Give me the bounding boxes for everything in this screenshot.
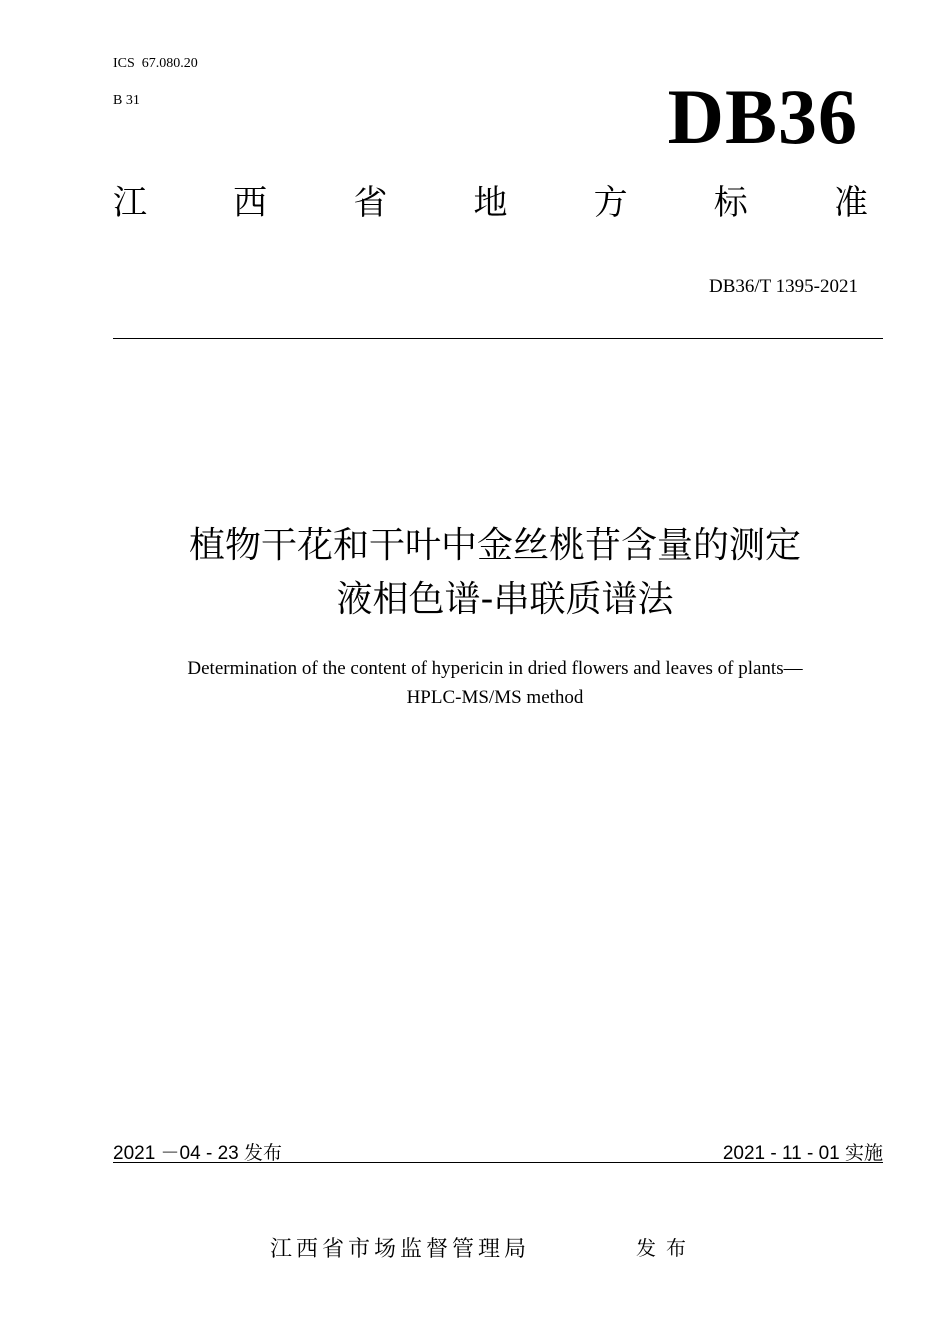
implementation-date: 2021 - 11 - 01 实施 — [722, 1143, 883, 1164]
issue-action-label: 发布 — [636, 1236, 696, 1260]
title-chinese-line-2: 液相色谱-串联质谱法 — [336, 579, 674, 620]
standard-logo: DB36 — [667, 73, 858, 160]
standard-type-char: 江 — [113, 183, 147, 223]
standard-type-char: 西 — [233, 183, 268, 223]
standard-type-char: 标 — [713, 183, 748, 223]
title-english-line-1: Determination of the content of hypericin in dried flowers and leaves of plants— — [187, 658, 803, 679]
standard-type-heading — [113, 183, 868, 223]
ics-code: ICS 67.080.20 — [113, 56, 198, 71]
ccs-code: B 31 — [113, 93, 140, 108]
standard-type-char: 方 — [593, 183, 628, 223]
standard-type-char: 省 — [353, 183, 388, 223]
top-divider — [113, 338, 883, 339]
issuing-authority: 江西省市场监督管理局 — [270, 1237, 531, 1262]
standard-type-char: 准 — [833, 183, 868, 223]
standard-number: DB36/T 1395-2021 — [708, 276, 858, 297]
title-chinese-line-1: 植物干花和干叶中金丝桃苷含量的测定 — [188, 525, 801, 566]
standard-type-char: 地 — [473, 183, 508, 223]
title-english-line-2: HPLC-MS/MS method — [406, 687, 584, 708]
bottom-divider — [113, 1162, 883, 1163]
issue-date: 2021 －04 - 23 发布 — [113, 1143, 282, 1164]
